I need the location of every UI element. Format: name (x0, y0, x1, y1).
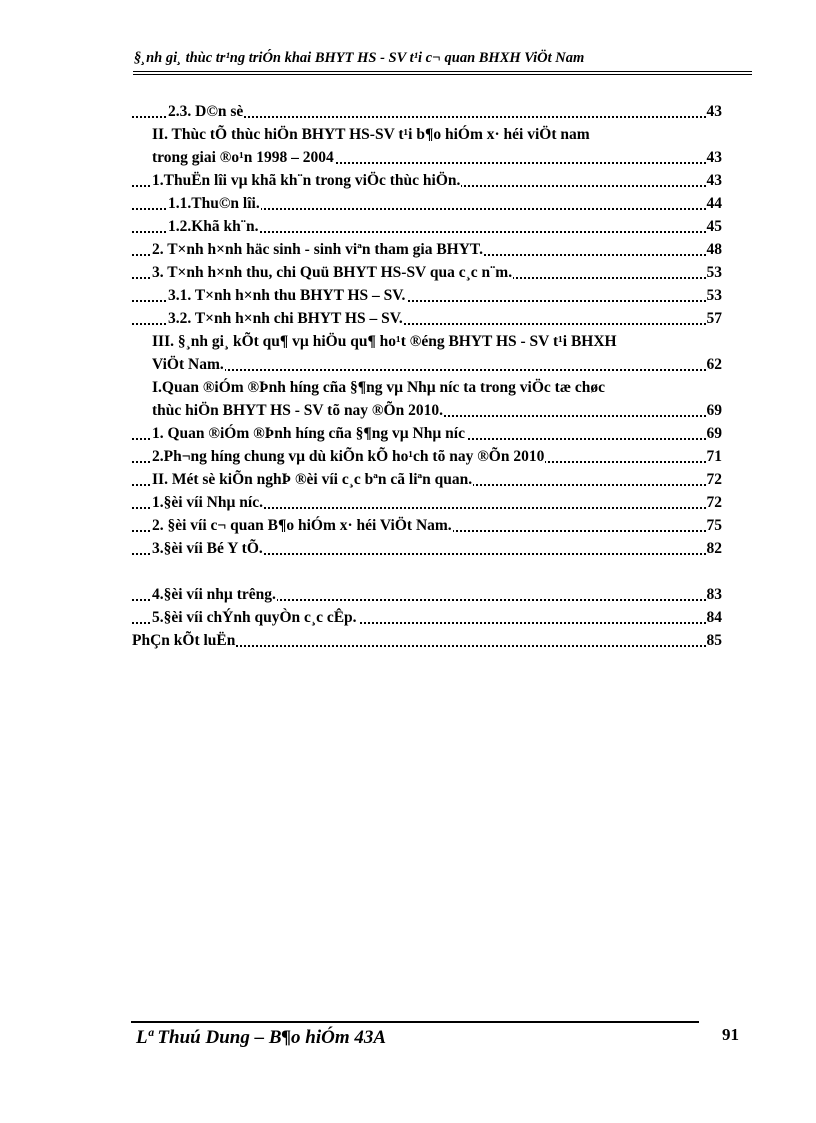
toc-entry-label: 1. Quan ®iÓm ®Þnh híng cña §¶ng vµ Nhµ níc (152, 425, 465, 442)
toc-entry[interactable] (132, 307, 722, 330)
toc-entry-page: 43 (706, 146, 723, 169)
toc-entry-page: 72 (706, 468, 723, 491)
toc-entry[interactable] (132, 606, 722, 629)
toc-entry[interactable] (132, 491, 722, 514)
toc-entry-page: 69 (706, 399, 723, 422)
toc-entry-page: 43 (706, 169, 723, 192)
toc-entry-line (152, 399, 722, 422)
toc-entry-page: 48 (706, 238, 723, 261)
toc-entry-label: 3.1. T×nh h×nh thu BHYT HS – SV. (168, 287, 406, 304)
header-rule (133, 71, 752, 72)
toc-entry-label: 2. §èi víi c¬ quan B¶o hiÓm x· héi ViÖt Nam. (152, 517, 452, 534)
toc-entry-page: 53 (706, 284, 723, 307)
toc-entry[interactable] (132, 468, 722, 491)
toc-entry-page: 57 (706, 307, 723, 330)
toc-entry[interactable] (132, 192, 722, 215)
footer-rule (131, 1021, 699, 1023)
toc-entry[interactable] (132, 376, 722, 422)
toc-entry-label: I.Quan ®iÓm ®Þnh híng cña §¶ng vµ Nhµ níc ta trong viÖc tæ chøc (152, 379, 606, 396)
toc-entry[interactable] (132, 445, 722, 468)
toc-entry-page: 72 (706, 491, 723, 514)
toc-entry-label: 2.Ph¬ng híng chung vµ dù kiÕn kÕ ho¹ch tõ nay ®Õn 2010 (152, 448, 545, 465)
toc-entry[interactable] (132, 238, 722, 261)
toc-entry-line (152, 353, 722, 376)
toc-entry-label: trong giai ®o¹n 1998 – 2004 (152, 149, 334, 166)
toc-entry[interactable] (132, 169, 722, 192)
toc-entry-page: 84 (706, 606, 723, 629)
toc-entry-page: 53 (706, 261, 723, 284)
toc-entry-label: PhÇn kÕt luËn (132, 632, 236, 649)
toc-entry[interactable] (132, 215, 722, 238)
toc-entry-page: 85 (706, 629, 723, 652)
toc-entry-line (152, 330, 722, 353)
toc-entry-page: 45 (706, 215, 723, 238)
toc-entry-label: 2.3. D©n sè (168, 103, 244, 120)
toc-entry-line (152, 146, 722, 169)
dot-leader (152, 369, 722, 371)
toc-entry-label: ViÖt Nam. (152, 356, 224, 373)
toc-entry-page: 69 (706, 422, 723, 445)
toc-entry[interactable] (132, 261, 722, 284)
toc-entry-page: 75 (706, 514, 723, 537)
footer-author: Lª Thuú Dung – B¶o hiÓm 43A (136, 1027, 387, 1048)
toc-entry[interactable] (132, 330, 722, 376)
toc-entry-page: 62 (706, 353, 723, 376)
toc-spacer (132, 560, 722, 583)
toc-entry-page: 82 (706, 537, 723, 560)
toc-entry-page: 44 (706, 192, 723, 215)
toc-entry-label: 1.§èi víi Nhµ níc. (152, 494, 263, 511)
toc-entry-line (152, 123, 722, 146)
toc-entry[interactable] (132, 583, 722, 606)
toc-entry[interactable] (132, 514, 722, 537)
table-of-contents (132, 100, 722, 652)
toc-entry-label: 5.§èi víi chÝnh quyÒn c¸c cÊp. (152, 609, 357, 626)
toc-entry-label: 3.§èi víi Bé Y tÕ. (152, 540, 263, 557)
toc-entry-label: thùc hiÖn BHYT HS - SV tõ nay ®Õn 2010. (152, 402, 443, 419)
toc-entry[interactable] (132, 537, 722, 560)
toc-entry-label: 3.2. T×nh h×nh chi BHYT HS – SV. (168, 310, 403, 327)
toc-entry-label: 4.§èi víi nhµ trêng. (152, 586, 276, 603)
toc-entry-label: 2. T×nh h×nh häc sinh - sinh viªn tham gia BHYT. (152, 241, 483, 258)
toc-entry[interactable] (132, 422, 722, 445)
toc-entry[interactable] (132, 123, 722, 169)
toc-entry-label: III. §¸nh gi¸ kÕt qu¶ vµ hiÖu qu¶ ho¹t ®éng BHYT HS - SV t¹i BHXH (152, 333, 617, 350)
toc-entry-page: 71 (706, 445, 723, 468)
toc-entry-label: 1.ThuËn lîi vµ khã kh¨n trong viÖc thùc hiÖn. (152, 172, 461, 189)
toc-entry-label: II. Mét sè kiÕn nghÞ ®èi víi c¸c bªn cã liªn quan. (152, 471, 473, 488)
toc-entry-label: 3. T×nh h×nh thu, chi Quü BHYT HS-SV qua c¸c n¨m. (152, 264, 513, 281)
toc-entry-line (152, 376, 722, 399)
toc-entry[interactable] (132, 629, 722, 652)
toc-entry-label: II. Thùc tÕ thùc hiÖn BHYT HS-SV t¹i b¶o hiÓm x· héi viÖt nam (152, 126, 590, 143)
header-rule-thin (133, 74, 752, 75)
running-header: §¸nh gi¸ thùc tr¹ng triÓn khai BHYT HS - SV t¹i c¬ quan BHXH ViÖt Nam (134, 50, 585, 66)
toc-entry-page: 43 (706, 100, 723, 123)
toc-entry[interactable] (132, 100, 722, 123)
toc-entry[interactable] (132, 284, 722, 307)
page-number: 91 (722, 1025, 739, 1044)
toc-entry-label: 1.2.Khã kh¨n. (168, 218, 259, 235)
toc-entry-page: 83 (706, 583, 723, 606)
toc-entry-label: 1.1.Thu©n lîi. (168, 195, 260, 212)
